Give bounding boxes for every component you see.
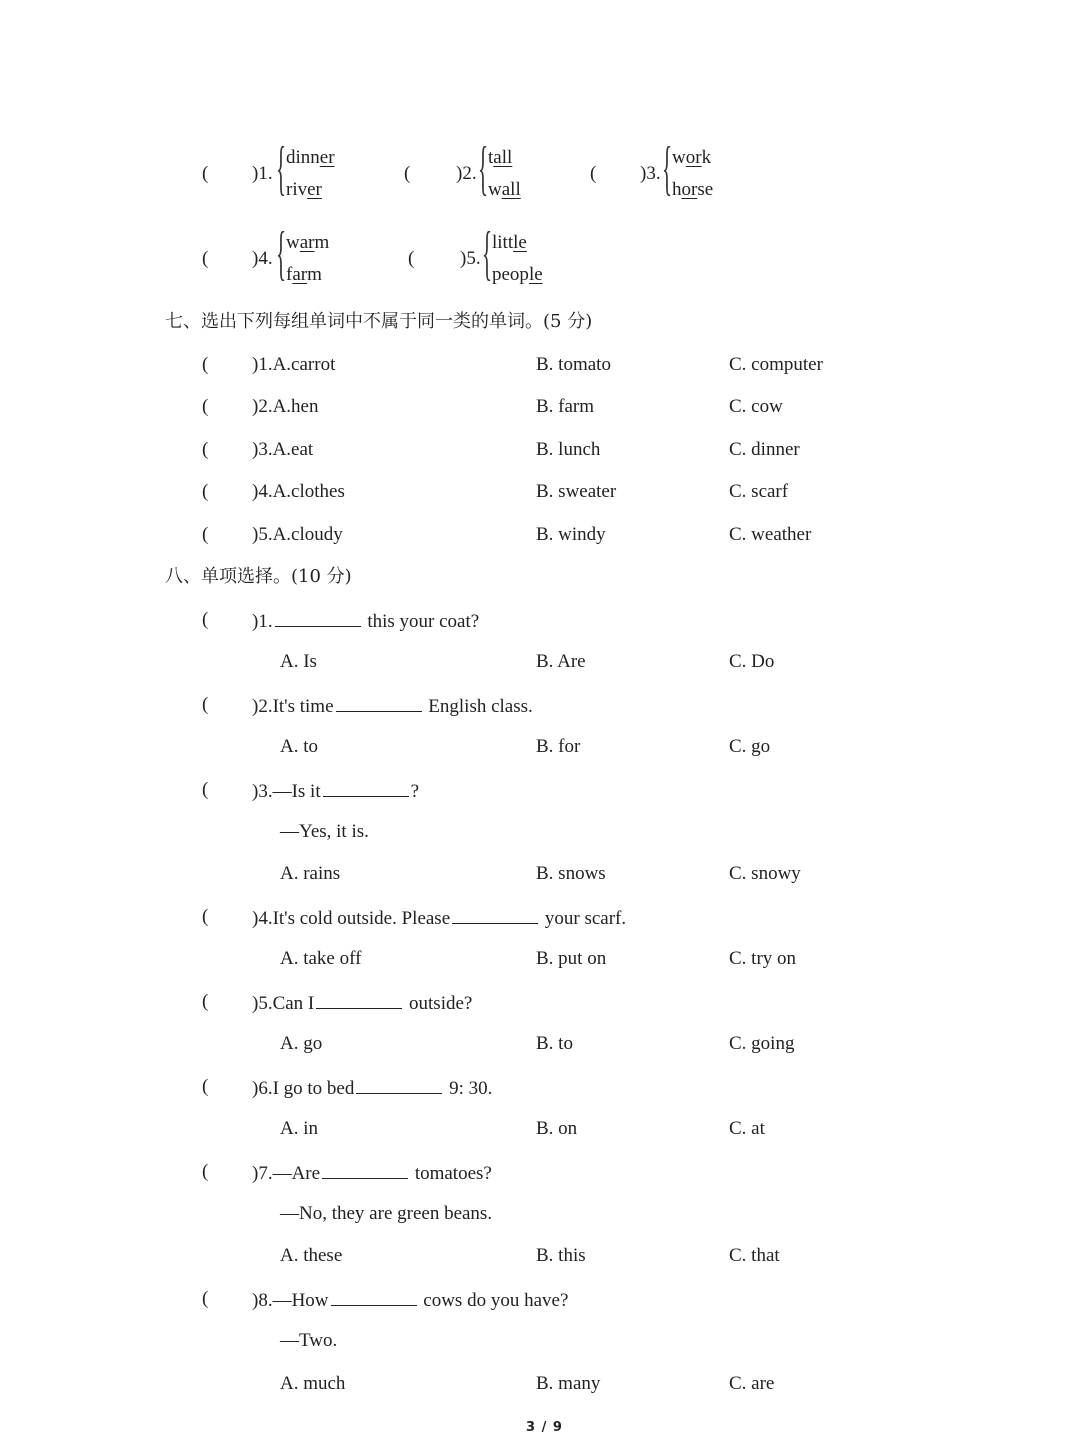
word-bottom: farm — [286, 264, 322, 285]
brace: { — [662, 135, 673, 201]
answer-paren: ( — [202, 524, 209, 545]
option-c: C. at — [729, 1118, 765, 1139]
answer-blank — [275, 608, 361, 627]
answer-paren: ( — [202, 248, 209, 269]
item-number: )2. — [456, 163, 477, 184]
question-text: )6.I go to bed 9: 30. — [252, 1075, 492, 1101]
option-b: B. on — [536, 1118, 578, 1139]
option-b: B. put on — [536, 948, 607, 969]
option-a: A. Is — [280, 651, 317, 672]
section-7-title: 七、选出下列每组单词中不属于同一类的单词。(5 分) — [165, 311, 593, 332]
option-b: B. sweater — [536, 481, 617, 502]
question-text: )8.—How cows do you have? — [252, 1287, 568, 1313]
option-a: )5.A.cloudy — [252, 524, 343, 545]
answer-paren: ( — [202, 609, 209, 630]
option-c: C. that — [729, 1245, 780, 1266]
brace: { — [276, 220, 287, 286]
option-a: )1.A.carrot — [252, 354, 336, 375]
option-a: A. rains — [280, 863, 341, 884]
answer-paren: ( — [408, 248, 415, 269]
brace: { — [478, 135, 489, 201]
option-c: C. weather — [729, 524, 812, 545]
question-text: )3.—Is it ? — [252, 778, 419, 804]
option-b: B. windy — [536, 524, 606, 545]
word-pair — [276, 135, 366, 204]
word-bottom: wall — [488, 179, 521, 200]
option-b: B. to — [536, 1033, 573, 1054]
word-top: work — [672, 147, 712, 168]
brace: { — [482, 220, 493, 286]
item-number: )4. — [252, 248, 273, 269]
answer-paren: ( — [202, 396, 209, 417]
word-pair — [482, 220, 572, 289]
answer-paren: ( — [202, 991, 209, 1012]
option-a: A. much — [280, 1373, 346, 1394]
answer-paren: ( — [202, 1076, 209, 1097]
answer-blank — [323, 778, 409, 797]
option-c: C. going — [729, 1033, 795, 1054]
option-a: A. these — [280, 1245, 343, 1266]
question-text: )7.—Are tomatoes? — [252, 1160, 492, 1186]
option-b: B. tomato — [536, 354, 611, 375]
answer-paren: ( — [202, 354, 209, 375]
option-c: C. are — [729, 1373, 775, 1394]
answer-blank — [356, 1075, 442, 1094]
answer-paren: ( — [202, 779, 209, 800]
answer-blank — [452, 905, 538, 924]
word-bottom: people — [492, 264, 543, 285]
answer-paren: ( — [202, 1288, 209, 1309]
option-b: B. lunch — [536, 439, 601, 460]
option-c: C. Do — [729, 651, 775, 672]
answer-blank — [316, 990, 402, 1009]
option-a: )4.A.clothes — [252, 481, 345, 502]
option-b: B. Are — [536, 651, 586, 672]
answer-blank — [322, 1160, 408, 1179]
word-top: dinner — [286, 147, 335, 168]
reply-text: —Yes, it is. — [280, 821, 369, 842]
option-c: C. cow — [729, 396, 783, 417]
brace: { — [276, 135, 287, 201]
answer-blank — [336, 693, 422, 712]
option-c: C. scarf — [729, 481, 789, 502]
answer-paren: ( — [202, 1161, 209, 1182]
option-b: B. this — [536, 1245, 586, 1266]
word-top: warm — [286, 232, 330, 253]
question-text: )2.It's time English class. — [252, 693, 533, 719]
option-a: A. in — [280, 1118, 318, 1139]
option-b: B. many — [536, 1373, 601, 1394]
answer-paren: ( — [202, 439, 209, 460]
word-pair — [478, 135, 568, 204]
answer-paren: ( — [202, 481, 209, 502]
question-text: )5.Can I outside? — [252, 990, 472, 1016]
option-b: B. snows — [536, 863, 606, 884]
item-number: )5. — [460, 248, 481, 269]
answer-paren: ( — [202, 906, 209, 927]
option-a: A. take off — [280, 948, 362, 969]
option-c: C. try on — [729, 948, 797, 969]
option-c: C. computer — [729, 354, 823, 375]
option-a: A. to — [280, 736, 318, 757]
question-text: )1. this your coat? — [252, 608, 479, 634]
word-top: tall — [488, 147, 513, 168]
answer-paren: ( — [404, 163, 411, 184]
word-bottom: river — [286, 179, 322, 200]
option-b: B. for — [536, 736, 581, 757]
answer-blank — [331, 1287, 417, 1306]
option-b: B. farm — [536, 396, 595, 417]
answer-paren: ( — [202, 163, 209, 184]
word-pair — [276, 220, 366, 289]
option-c: C. snowy — [729, 863, 801, 884]
page-number: 3 / 9 — [526, 1420, 563, 1435]
option-a: )2.A.hen — [252, 396, 319, 417]
item-number: )3. — [640, 163, 661, 184]
answer-paren: ( — [202, 694, 209, 715]
option-a: A. go — [280, 1033, 323, 1054]
reply-text: —Two. — [280, 1330, 338, 1351]
option-a: )3.A.eat — [252, 439, 314, 460]
option-c: C. dinner — [729, 439, 800, 460]
question-text: )4.It's cold outside. Please your scarf. — [252, 905, 626, 931]
word-pair — [662, 135, 752, 204]
option-c: C. go — [729, 736, 771, 757]
word-top: little — [492, 232, 527, 253]
item-number: )1. — [252, 163, 273, 184]
answer-paren: ( — [590, 163, 597, 184]
section-8-title: 八、单项选择。(10 分) — [165, 566, 352, 587]
reply-text: —No, they are green beans. — [280, 1203, 493, 1224]
word-bottom: horse — [672, 179, 714, 200]
